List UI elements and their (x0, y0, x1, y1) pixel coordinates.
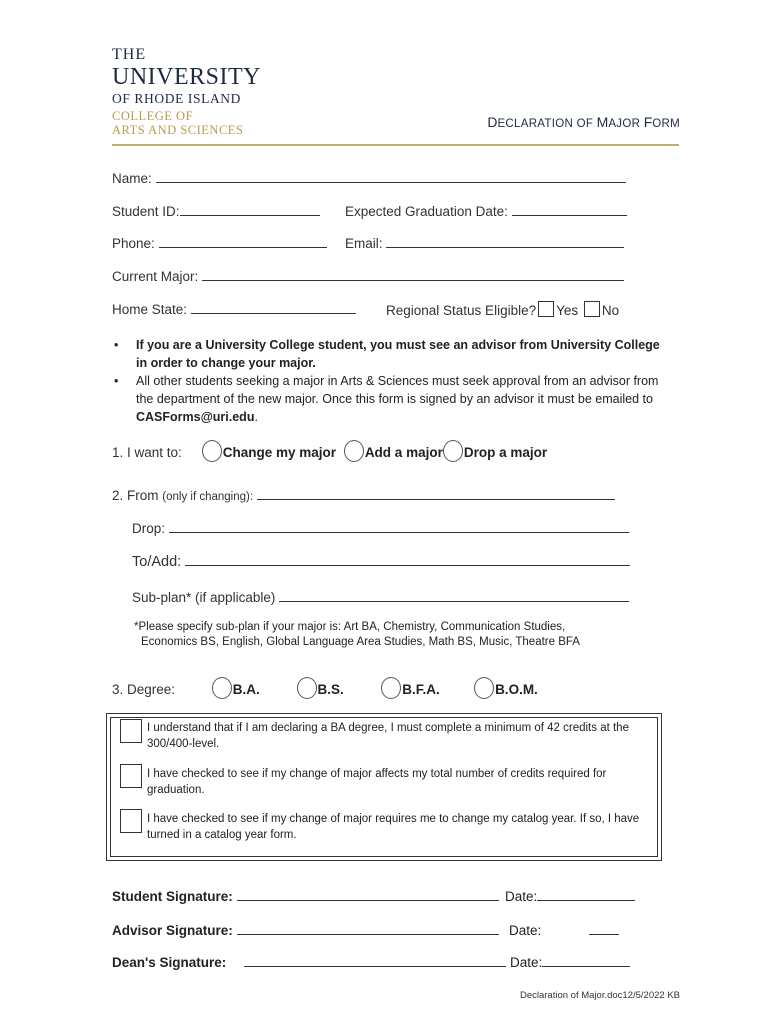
acknowledgement-box (106, 713, 662, 861)
advisor-signature-field[interactable] (237, 922, 499, 935)
phone-field[interactable] (159, 235, 327, 248)
subplan-row (132, 589, 629, 605)
ack-credits-text: I have checked to see if my change of major affects my total number of credits required for graduation. (147, 768, 607, 796)
bullet-icon: • (114, 338, 119, 352)
advisor-date-label: Date: (509, 923, 542, 938)
dean-signature-field[interactable] (244, 954, 506, 967)
drop-major-radio[interactable] (443, 440, 463, 462)
regional-label: Regional Status Eligible? (386, 303, 537, 318)
instruction-item (112, 336, 672, 372)
name-field[interactable] (156, 170, 626, 183)
ack-catalog-text: I have checked to see if my change of major requires me to change my catalog year. If so, I have turned in a catalog year form. (147, 813, 640, 841)
dean-signature-label: Dean's Signature: (112, 955, 227, 970)
to-add-row (132, 553, 630, 570)
student-signature-label: Student Signature: (112, 889, 233, 904)
regional-row (386, 301, 619, 318)
form-title: DECLARATION OF MAJOR FORM (487, 114, 680, 130)
from-field[interactable] (257, 487, 615, 500)
add-major-radio[interactable] (344, 440, 364, 462)
student-date-row (505, 888, 635, 904)
from-label: 2. From (112, 488, 159, 503)
grad-date-row (345, 203, 627, 219)
no-label: No (601, 303, 620, 318)
student-id-label: Student ID: (112, 204, 180, 219)
home-state-label: Home State: (112, 302, 188, 317)
student-signature-row (112, 888, 499, 904)
advisor-signature-label: Advisor Signature: (112, 923, 233, 938)
yes-checkbox[interactable] (538, 301, 554, 317)
student-signature-field[interactable] (237, 888, 499, 901)
name-row (112, 170, 626, 186)
q1-row (112, 440, 547, 462)
dean-date-field[interactable] (542, 954, 630, 967)
bom-label: B.O.M. (495, 682, 538, 697)
student-id-field[interactable] (180, 203, 320, 216)
bfa-label: B.F.A. (402, 682, 440, 697)
grad-date-label: Expected Graduation Date: (345, 204, 508, 219)
yes-label: Yes (556, 303, 579, 318)
ack-credits-checkbox[interactable] (120, 764, 142, 788)
q1-label: 1. I want to: (112, 445, 182, 460)
email-label: Email: (345, 236, 383, 251)
advisor-signature-row (112, 922, 499, 938)
instruction-item: • All other students seeking a major in Arts & Sciences must seek approval from an advisor from the department of the new major. Once this form is signed by an advisor it must be emailed to CASForms@uri.edu. (114, 374, 659, 424)
phone-label: Phone: (112, 236, 155, 251)
drop-row (132, 520, 629, 536)
email-row (345, 235, 624, 251)
current-major-label: Current Major: (112, 269, 199, 284)
student-id-row (112, 203, 320, 219)
ack-catalog-checkbox[interactable] (120, 809, 142, 833)
from-row (112, 487, 615, 503)
subplan-footnote: *Please specify sub-plan if your major is: Art BA, Chemistry, Communication Studies, Economics BS, English, Global Language Area Studies, Math BS, Music, Theatre BFA (134, 621, 580, 648)
logo-line-university: UNIVERSITY (112, 64, 261, 90)
footer-doc-id: Declaration of Major.doc12/5/2022 KB (519, 990, 680, 1001)
from-note: (only if changing): (162, 491, 254, 503)
cas-email-link[interactable]: CASForms@uri.edu (136, 410, 255, 424)
bs-radio[interactable] (297, 677, 317, 699)
current-major-row (112, 268, 624, 284)
student-date-label: Date: (505, 889, 538, 904)
dean-date-label: Date: (510, 955, 543, 970)
grad-date-field[interactable] (512, 203, 627, 216)
home-state-field[interactable] (191, 301, 356, 314)
phone-row (112, 235, 327, 251)
name-label: Name: (112, 171, 152, 186)
logo-line-the: THE (112, 46, 147, 63)
no-checkbox[interactable] (584, 301, 600, 317)
to-add-label: To/Add: (132, 554, 182, 570)
header-rule (112, 144, 679, 146)
logo-line-rhode-island: OF RHODE ISLAND (112, 91, 242, 106)
email-field[interactable] (386, 235, 624, 248)
logo-line-college: COLLEGE OF (112, 109, 194, 123)
drop-major-label: Drop a major (463, 445, 548, 460)
drop-field[interactable] (169, 520, 629, 533)
advisor-date-row (509, 922, 619, 938)
logo-line-arts: ARTS AND SCIENCES (112, 123, 244, 137)
advisor-date-field[interactable] (589, 922, 619, 935)
ba-radio[interactable] (212, 677, 232, 699)
dean-signature-row (112, 954, 506, 970)
degree-row (112, 677, 538, 699)
university-logo (112, 46, 261, 137)
ack-ba-text: I understand that if I am declaring a BA degree, I must complete a minimum of 42 credits at the 300/400-level. (147, 722, 629, 750)
current-major-field[interactable] (202, 268, 624, 281)
instruction-other: All other students seeking a major in Arts & Sciences must seek approval from an advisor from the department of the new major. Once this form is signed by an advisor it must be emailed to (136, 374, 659, 406)
ba-label: B.A. (232, 682, 260, 697)
bfa-radio[interactable] (381, 677, 401, 699)
student-date-field[interactable] (537, 888, 635, 901)
instruction-uc: If you are a University College student, you must see an advisor from University College in order to change your major. (136, 338, 660, 370)
bs-label: B.S. (317, 682, 344, 697)
subplan-label: Sub-plan* (if applicable) (132, 590, 276, 605)
dean-date-row (510, 954, 630, 970)
change-major-radio[interactable] (202, 440, 222, 462)
bom-radio[interactable] (474, 677, 494, 699)
to-add-field[interactable] (185, 553, 630, 566)
add-major-label: Add a major (364, 445, 443, 460)
home-state-row (112, 301, 356, 317)
drop-label: Drop: (132, 521, 166, 536)
ack-ba-checkbox[interactable] (120, 719, 142, 743)
degree-label: 3. Degree: (112, 682, 176, 697)
bullet-icon: • (114, 374, 119, 388)
subplan-field[interactable] (279, 589, 629, 602)
instructions (112, 336, 672, 426)
change-major-label: Change my major (222, 445, 337, 460)
